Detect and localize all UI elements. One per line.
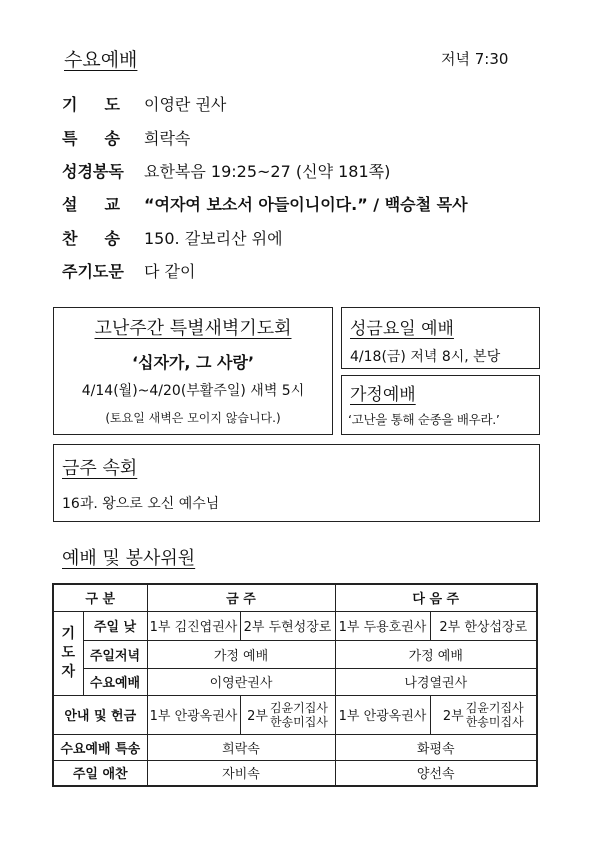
- table-row: [53, 760, 537, 786]
- table-row: [53, 640, 537, 668]
- dawn-prayer-title: 고난주간 특별새벽기도회: [94, 318, 292, 339]
- order-value-scripture: 요한복음 19:25~27 (신약 181쪽): [144, 161, 391, 181]
- committee-table: [52, 583, 538, 787]
- cell-this-special-song: 희락속: [147, 734, 335, 760]
- order-value-lords-prayer: 다 같이: [144, 261, 196, 281]
- label-char: 설: [62, 194, 78, 214]
- usher-name: 김윤기집사: [465, 700, 524, 715]
- good-friday-detail: 4/18(금) 저녁 8시, 본당: [350, 349, 501, 365]
- good-friday-box: [341, 307, 540, 369]
- order-row-special-song: [62, 124, 190, 150]
- header-next-week: 다 음 주: [335, 584, 537, 611]
- row-label-wednesday: 수요예배: [83, 668, 147, 695]
- cell-this-sunday-evening: 가정 예배: [147, 640, 335, 668]
- order-row-hymn: [62, 224, 283, 250]
- family-worship-title: 가정예배: [350, 385, 416, 405]
- cell-next-special-song: 화평속: [335, 734, 537, 760]
- label-char: 도: [104, 94, 120, 114]
- row-label-special-song: 수요예배 특송: [53, 734, 147, 760]
- cell-next-sunday-evening: 가정 예배: [335, 640, 537, 668]
- cell-this-usher-1: 1부 안광옥권사: [147, 695, 240, 734]
- dawn-prayer-period: 4/14(월)~4/20(부활주일) 새벽 5시: [81, 383, 305, 399]
- dawn-prayer-theme: ‘십자가, 그 사랑’: [131, 353, 255, 372]
- cell-this-usher-2: [240, 695, 335, 734]
- cell-next-sunday-offering: 양선속: [335, 760, 537, 786]
- usher-name: 한송미집사: [269, 714, 328, 729]
- cell-this-sunday-2: 2부 두현성장로: [240, 611, 335, 640]
- row-label-sunday-evening: 주일저녁: [83, 640, 147, 668]
- cell-next-sunday-2: 2부 한상섭장로: [430, 611, 537, 640]
- table-row: [53, 695, 537, 734]
- usher-part-label: 2부: [442, 709, 464, 724]
- order-value-hymn: 150. 갈보리산 위에: [144, 228, 283, 248]
- committee-title: 예배 및 봉사위원: [62, 548, 196, 569]
- order-row-lords-prayer: [62, 257, 195, 283]
- wednesday-service-time: 저녁 7:30: [441, 50, 509, 68]
- prayer-group-text: [55, 625, 82, 682]
- table-row: [53, 734, 537, 760]
- label-char: 송: [104, 228, 120, 248]
- label-char: 찬: [62, 228, 78, 248]
- cell-meeting-box: [53, 444, 540, 522]
- cell-next-usher-2: [430, 695, 537, 734]
- table-row: [53, 611, 537, 640]
- label-char: 특: [62, 128, 78, 148]
- cell-next-wednesday: 나경열권사: [335, 668, 537, 695]
- usher-part-label: 2부: [247, 709, 268, 724]
- header-category: 구 분: [53, 584, 147, 611]
- wednesday-service-title: 수요예배: [64, 49, 138, 71]
- dawn-prayer-box: [53, 307, 333, 435]
- family-worship-box: [341, 375, 540, 435]
- cell-this-sunday-offering: 자비속: [147, 760, 335, 786]
- cell-meeting-detail: 16과. 왕으로 오신 예수님: [62, 496, 220, 512]
- cell-next-usher-1: 1부 안광옥권사: [335, 695, 430, 734]
- cell-meeting-title: 금주 속회: [62, 458, 138, 479]
- dawn-prayer-note: (토요일 새벽은 모이지 않습니다.): [105, 411, 281, 425]
- cell-this-sunday-1: 1부 김진엽권사: [147, 611, 240, 640]
- good-friday-title: 성금요일 예배: [350, 319, 454, 339]
- order-value-sermon: “여자여 보소서 아들이니이다.” / 백승철 목사: [144, 194, 468, 214]
- order-row-scripture: [62, 157, 390, 183]
- label-char: 송: [104, 128, 120, 148]
- row-label-sunday-day: 주일 낮: [83, 611, 147, 640]
- prayer-group-char: 기: [61, 625, 76, 642]
- table-row: [53, 668, 537, 695]
- label-char: 기: [62, 94, 78, 114]
- cell-this-wednesday: 이영란권사: [147, 668, 335, 695]
- order-value-special-song: 희락속: [144, 128, 191, 148]
- order-label-lords-prayer: 주기도문: [62, 261, 124, 281]
- prayer-group-label: [53, 611, 83, 695]
- usher-name: 한송미집사: [465, 714, 524, 729]
- row-label-usher: 안내 및 헌금: [53, 695, 147, 734]
- table-header-row: [53, 584, 537, 611]
- usher-name: 김윤기집사: [269, 700, 328, 715]
- prayer-group-char: 자: [61, 663, 76, 680]
- order-row-sermon: [62, 190, 468, 216]
- cell-next-sunday-1: 1부 두용호권사: [335, 611, 430, 640]
- label-char: 교: [104, 194, 120, 214]
- row-label-sunday-offering: 주일 애찬: [53, 760, 147, 786]
- order-label-scripture: 성경봉독: [62, 161, 124, 181]
- order-value-prayer: 이영란 권사: [144, 94, 227, 114]
- header-this-week: 금 주: [147, 584, 335, 611]
- prayer-group-char: 도: [61, 644, 76, 661]
- order-row-prayer: [62, 90, 226, 116]
- family-worship-detail: ‘고난을 통해 순종을 배우라.’: [348, 412, 500, 427]
